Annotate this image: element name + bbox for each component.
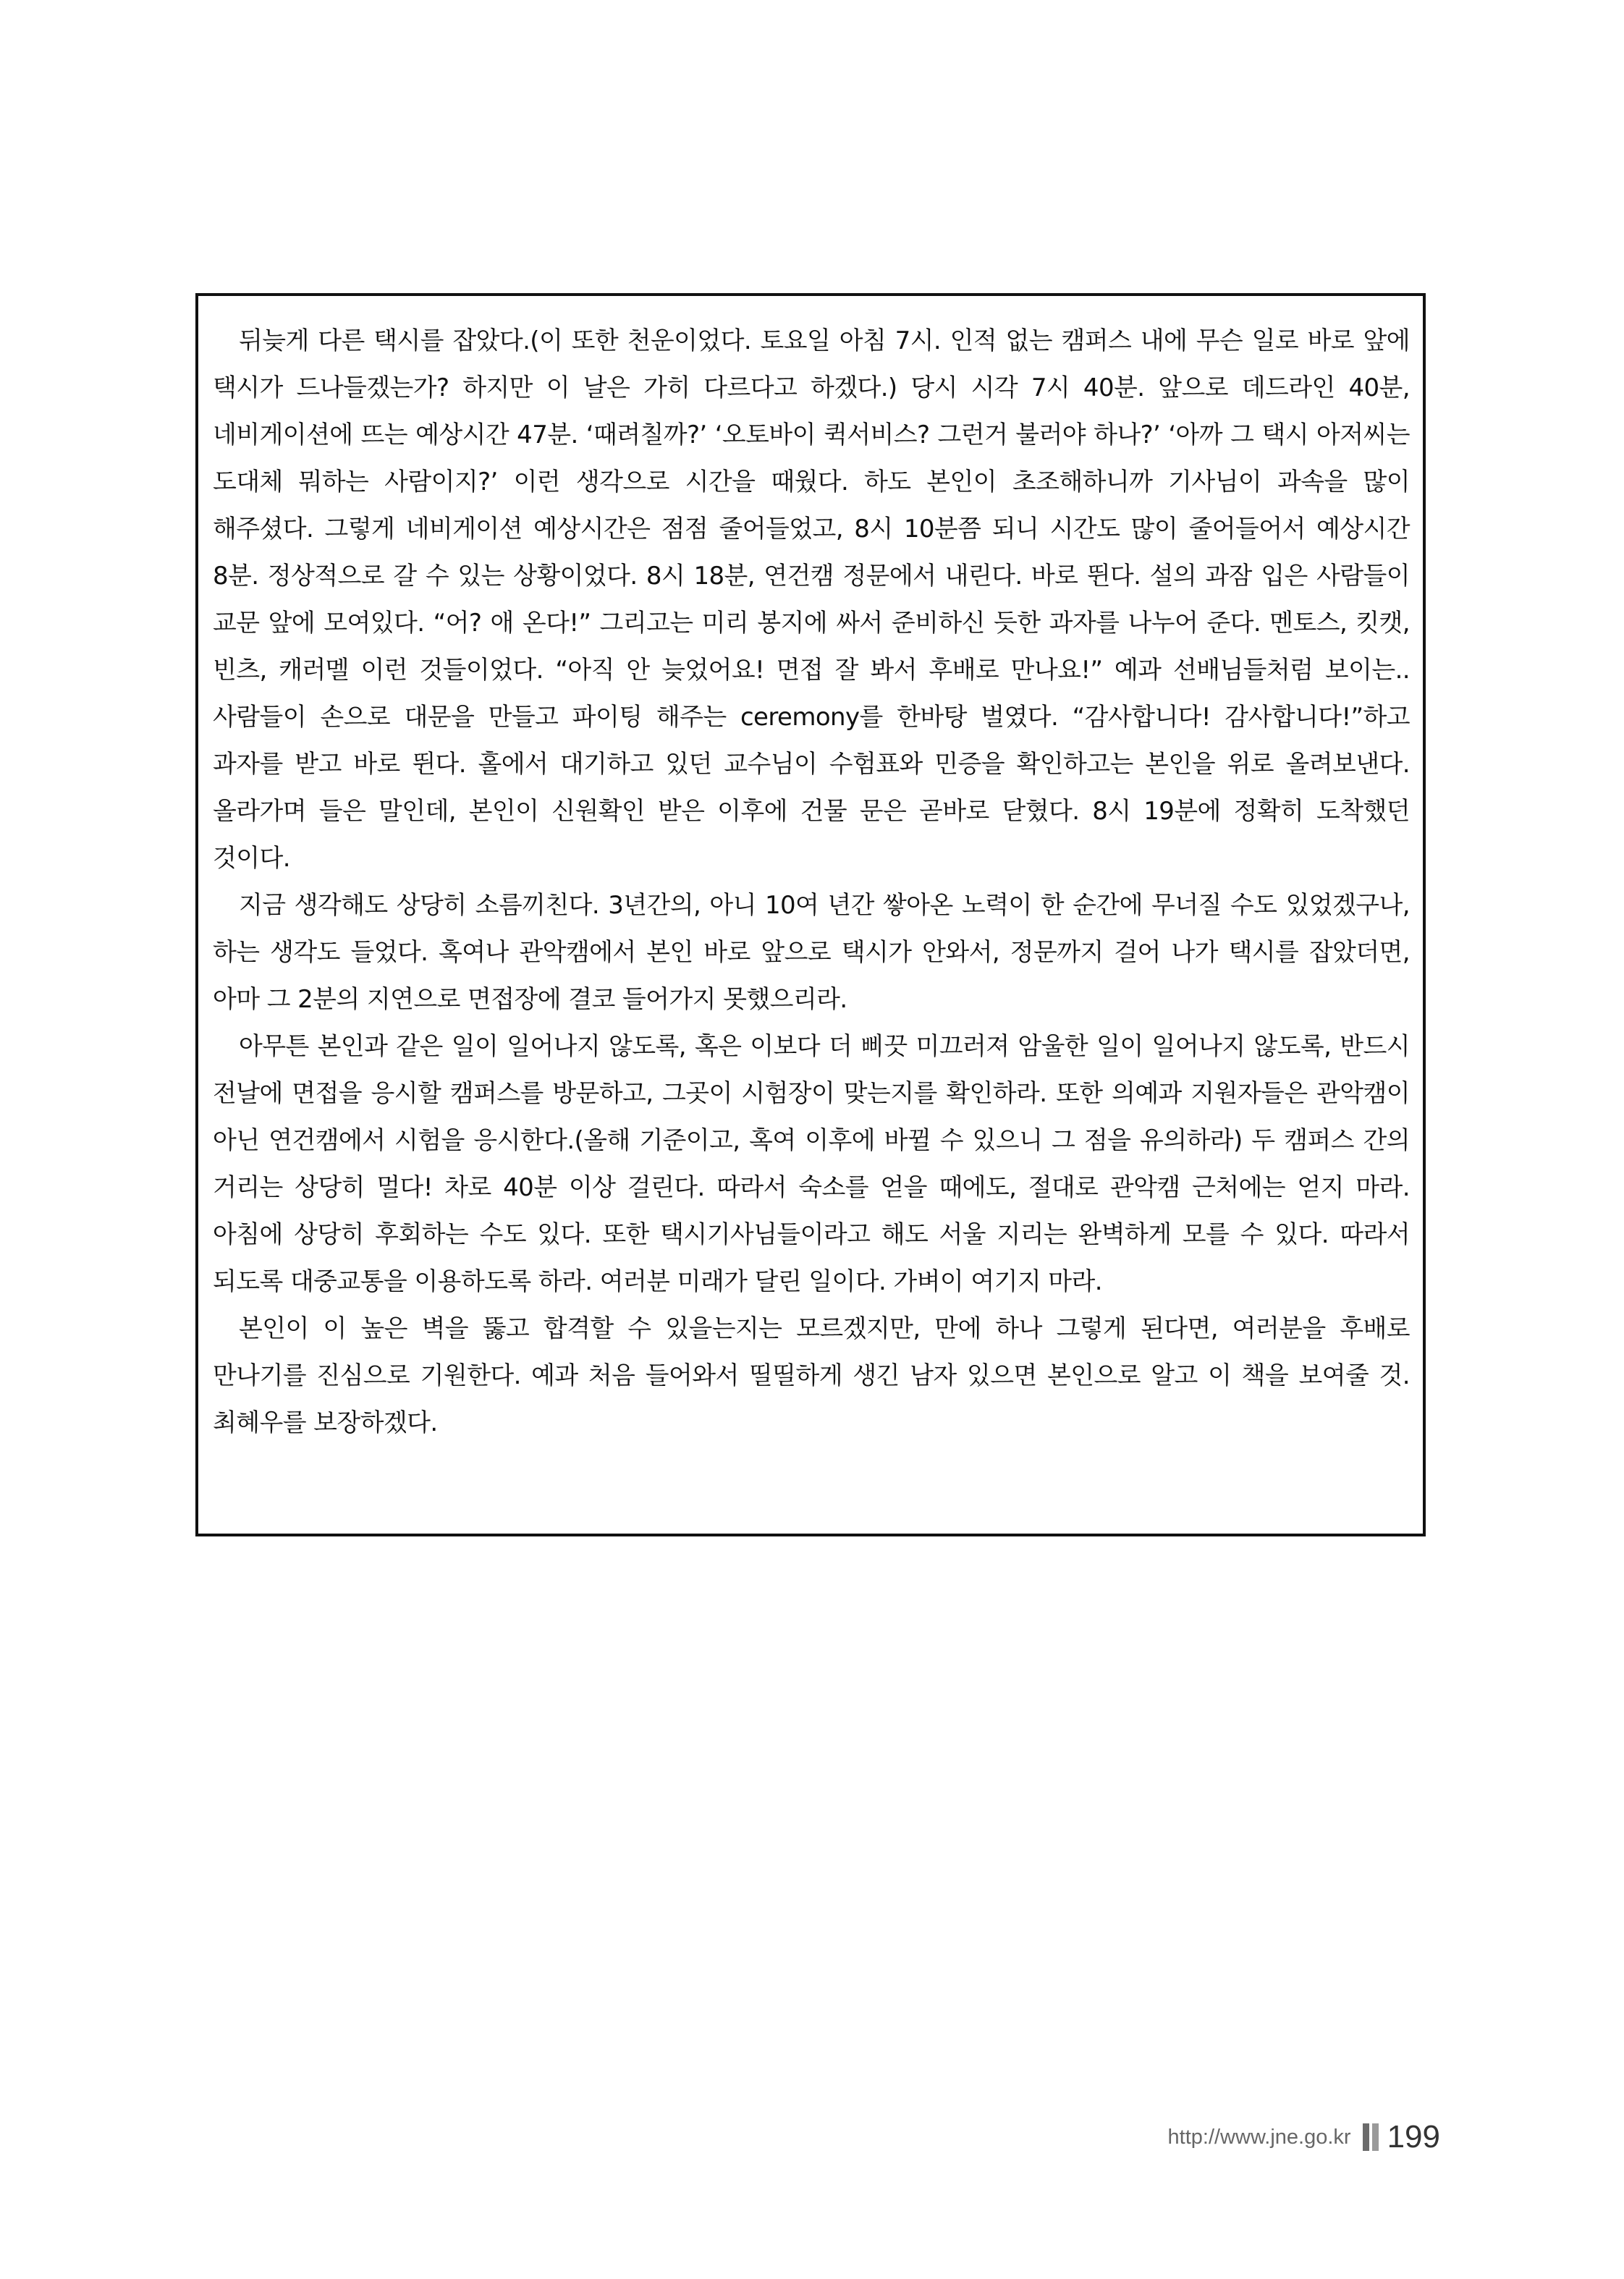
paragraph-3: 아무튼 본인과 같은 일이 일어나지 않도록, 혹은 이보다 더 삐끗 미끄러져 암울한 일이 일어나지 않도록, 반드시 전날에 면접을 응시할 캠퍼스를 방문하고, 그곳이 시험장이 맞는지를 확인하라. 또한 의예과 지원자들은 관악캠이 아닌 연건캠에서 시험을 응시한다.(올해 기준이고, 혹여 이후에 바뀔 수 있으니 그 점을 유의하라) 두 캠퍼스 간의 거리는 상당히 멀다! 차로 40분 이상 걸린다. 따라서 숙소를 얻을 때에도, 절대로 관악캠 근처에는 얻지 마라. 아침에 상당히 후회하는 수도 있다. 또한 택시기사님들이라고 해도 서울 지리는 완벽하게 모를 수 있다. 따라서 되도록 대중교통을 이용하도록 하라. 여러분 미래가 달린 일이다. 가벼이 여기지 마라. (213, 1032, 1410, 1296)
footer-divider-bars-icon (1363, 2123, 1379, 2151)
essay-text-box (195, 293, 1426, 1536)
paragraph-2: 지금 생각해도 상당히 소름끼친다. 3년간의, 아니 10여 년간 쌓아온 노력이 한 순간에 무너질 수도 있었겠구나, 하는 생각도 들었다. 혹여나 관악캠에서 본인 바로 앞으로 택시가 안와서, 정문까지 걸어 나가 택시를 잡았더면, 아마 그 2분의 지연으로 면접장에 결코 들어가지 못했으리라. (213, 891, 1410, 1014)
page-number: 199 (1387, 2119, 1440, 2155)
footer-url: http://www.jne.go.kr (1167, 2125, 1351, 2149)
paragraph-4: 본인이 이 높은 벽을 뚫고 합격할 수 있을는지는 모르겠지만, 만에 하나 그렇게 된다면, 여러분을 후배로 만나기를 진심으로 기원한다. 예과 처음 들어와서 띨띨하게 생긴 남자 있으면 본인으로 알고 이 책을 보여줄 것. 최혜우를 보장하겠다. (213, 1314, 1410, 1437)
page-footer (1168, 2119, 1440, 2155)
paragraph-1: 뒤늦게 다른 택시를 잡았다.(이 또한 천운이었다. 토요일 아침 7시. 인적 없는 캠퍼스 내에 무슨 일로 바로 앞에 택시가 드나들겠는가? 하지만 이 날은 가히 다르다고 하겠다.) 당시 시각 7시 40분. 앞으로 데드라인 40분, 네비게이션에 뜨는 예상시간 47분. ‘때려칠까?’ ‘오토바이 퀵서비스? 그런거 불러야 하나?’ ‘아까 그 택시 아저씨는 도대체 뭐하는 사람이지?’ 이런 생각으로 시간을 때웠다. 하도 본인이 초조해하니까 기사님이 과속을 많이 해주셨다. 그렇게 네비게이션 예상시간은 점점 줄어들었고, 8시 10분쯤 되니 시간도 많이 줄어들어서 예상시간 8분. 정상적으로 갈 수 있는 상황이었다. 8시 18분, 연건캠 정문에서 내린다. 바로 뛴다. 설의 과잠 입은 사람들이 교문 앞에 모여있다. “어? 애 온다!” 그리고는 미리 봉지에 싸서 준비하신 듯한 과자를 나누어 준다. 멘토스, 킷캣, 빈츠, 캐러멜 이런 것들이었다. “아직 안 늦었어요! 면접 잘 봐서 후배로 만나요!” 예과 선배님들처럼 보이는.. 사람들이 손으로 대문을 만들고 파이팅 해주는 ceremony를 한바탕 벌였다. “감사합니다! 감사합니다!”하고 과자를 받고 바로 뛴다. 홀에서 대기하고 있던 교수님이 수험표와 민증을 확인하고는 본인을 위로 올려보낸다. 올라가며 들은 말인데, 본인이 신원확인 받은 이후에 건물 문은 곧바로 닫혔다. 8시 19분에 정확히 도착했던 것이다. (213, 326, 1410, 873)
